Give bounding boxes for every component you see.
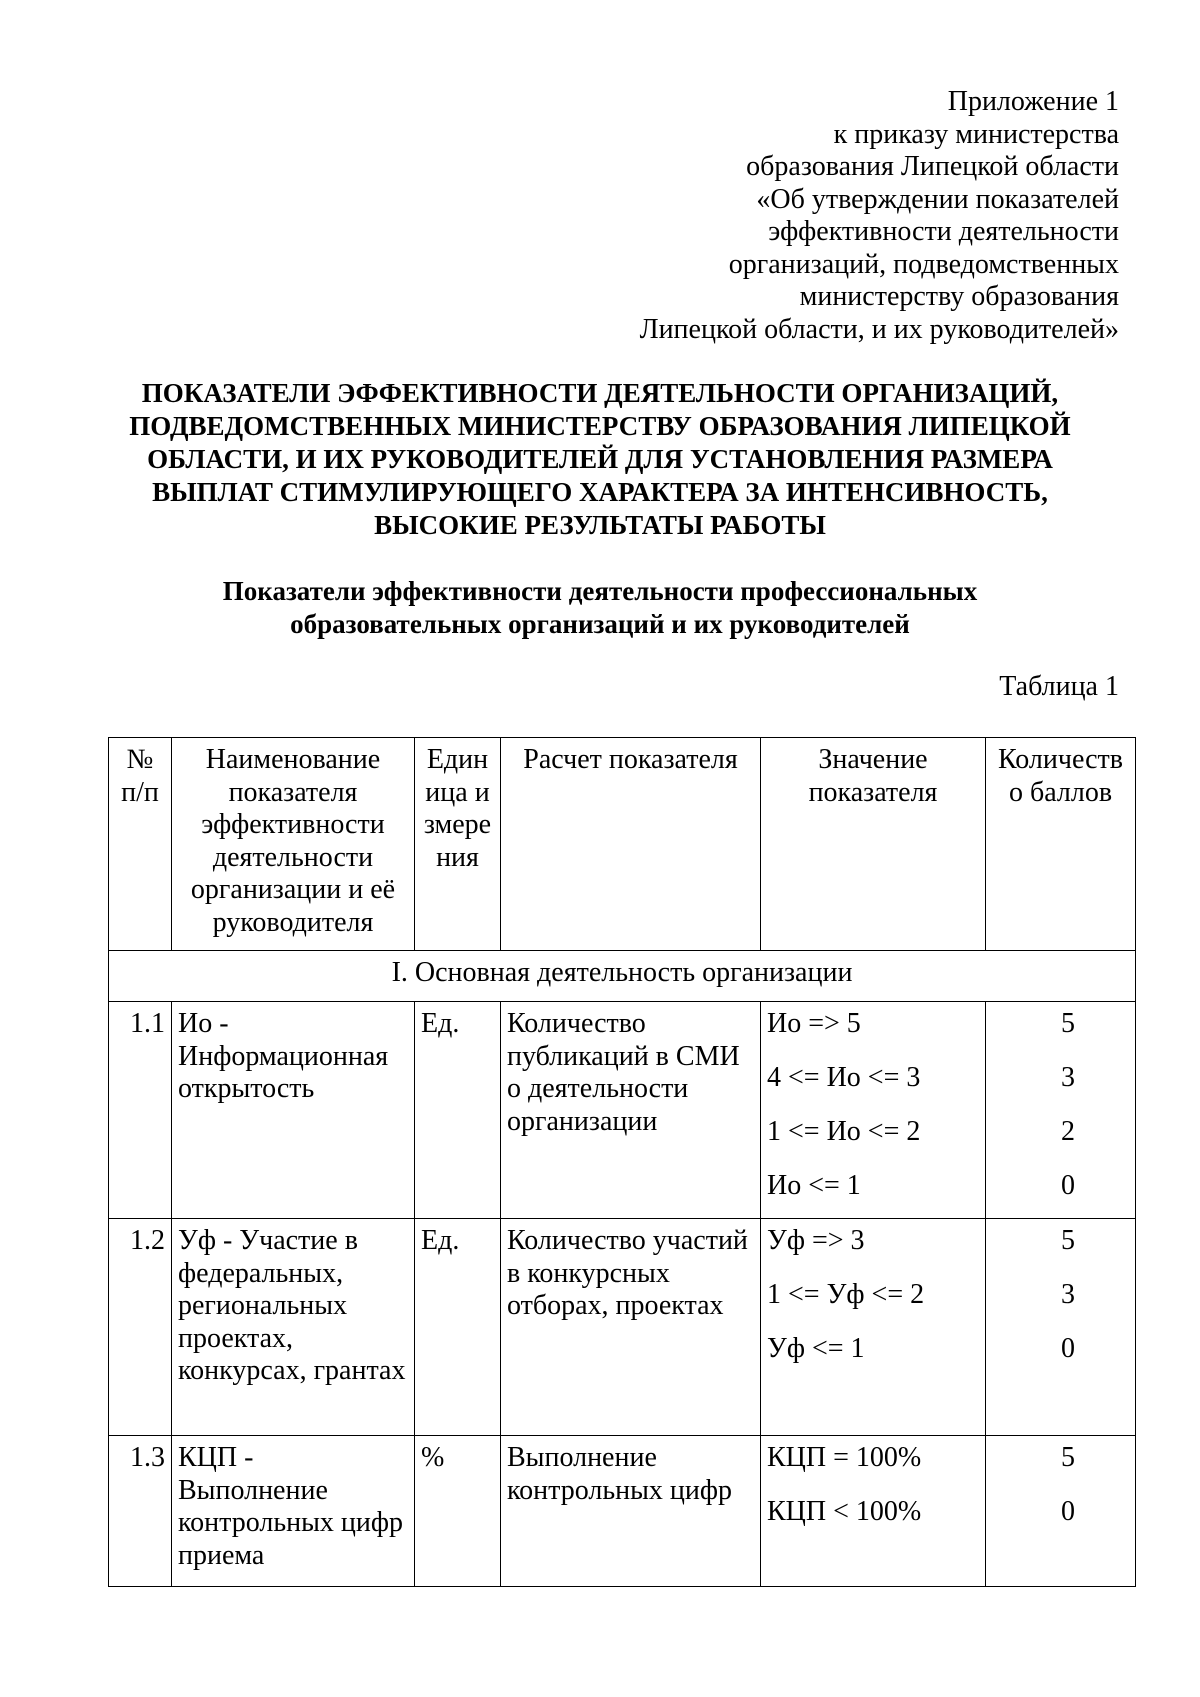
title-line: ОБЛАСТИ, И ИХ РУКОВОДИТЕЛЕЙ ДЛЯ УСТАНОВЛЕНИЯ РАЗМЕРА (147, 444, 1053, 474)
table-header-row (109, 738, 1136, 951)
row-calc: Выполнение контрольных цифр (501, 1436, 761, 1587)
points-line: 3 (1061, 1062, 1075, 1093)
header-points: Количество баллов (986, 738, 1136, 951)
value-line: Уф => 3 (767, 1225, 865, 1256)
points-line: 5 (1061, 1008, 1075, 1039)
subtitle-line: Показатели эффективности деятельности профессиональных (222, 576, 978, 606)
value-line: Ио => 5 (767, 1008, 861, 1039)
value-line: Ио <= 1 (767, 1170, 861, 1201)
row-calc: Количество публикаций в СМИ о деятельности организации (501, 1002, 761, 1219)
row-unit: % (415, 1436, 501, 1587)
title-line: ПОКАЗАТЕЛИ ЭФФЕКТИВНОСТИ ДЕЯТЕЛЬНОСТИ ОРГАНИЗАЦИЙ, (141, 378, 1059, 408)
row-values (761, 1436, 986, 1587)
header-calc: Расчет показателя (501, 738, 761, 951)
section-title: I. Основная деятельность организации (109, 951, 1136, 1002)
value-line: Уф <= 1 (767, 1333, 865, 1364)
row-number: 1.1 (109, 1002, 172, 1219)
document-title (100, 377, 1100, 542)
appendix-line: эффективности деятельности (768, 216, 1119, 247)
row-calc: Количество участий в конкурсных отборах, проектах (501, 1219, 761, 1436)
row-points (986, 1002, 1136, 1219)
header-num: № п/п (109, 738, 172, 951)
row-points (986, 1219, 1136, 1436)
appendix-line: «Об утверждении показателей (756, 183, 1119, 215)
points-line: 0 (1061, 1170, 1075, 1201)
row-unit: Ед. (415, 1002, 501, 1219)
row-name: Ио - Информационная открытость (172, 1002, 415, 1219)
appendix-block (419, 86, 1119, 346)
row-name: Уф - Участие в федеральных, региональных проектах, конкурсах, грантах (172, 1219, 415, 1436)
row-number: 1.2 (109, 1219, 172, 1436)
title-line: ПОДВЕДОМСТВЕННЫХ МИНИСТЕРСТВУ ОБРАЗОВАНИЯ ЛИПЕЦКОЙ (129, 411, 1071, 441)
points-line: 3 (1061, 1279, 1075, 1310)
title-line: ВЫСОКИЕ РЕЗУЛЬТАТЫ РАБОТЫ (374, 510, 826, 540)
points-line: 5 (1061, 1442, 1075, 1473)
appendix-line: Приложение 1 (947, 86, 1119, 117)
table-row (109, 1002, 1136, 1219)
points-line: 0 (1061, 1496, 1075, 1527)
table-row (109, 1436, 1136, 1587)
value-line: КЦП = 100% (767, 1442, 922, 1473)
row-points (986, 1436, 1136, 1587)
row-unit: Ед. (415, 1219, 501, 1436)
header-value: Значение показателя (761, 738, 986, 951)
value-line: КЦП < 100% (767, 1496, 922, 1527)
subtitle-line: образовательных организаций и их руководителей (290, 609, 910, 639)
points-line: 5 (1061, 1225, 1075, 1256)
points-line: 2 (1061, 1116, 1075, 1147)
points-line: 0 (1061, 1333, 1075, 1364)
section-row (109, 951, 1136, 1002)
row-values (761, 1002, 986, 1219)
row-number: 1.3 (109, 1436, 172, 1587)
appendix-line: к приказу министерства (833, 118, 1119, 150)
header-name: Наименование показателя эффективности деятельности организации и её руководителя (172, 738, 415, 951)
appendix-line: организаций, подведомственных (728, 248, 1119, 280)
value-line: 1 <= Уф <= 2 (767, 1279, 925, 1310)
appendix-line: министерству образования (799, 281, 1119, 312)
title-line: ВЫПЛАТ СТИМУЛИРУЮЩЕГО ХАРАКТЕРА ЗА ИНТЕНСИВНОСТЬ, (152, 477, 1048, 507)
table-row (109, 1219, 1136, 1436)
row-name: КЦП - Выполнение контрольных цифр приема (172, 1436, 415, 1587)
row-values (761, 1219, 986, 1436)
header-unit: Единица измерения (415, 738, 501, 951)
table-label: Таблица 1 (999, 671, 1119, 702)
indicators-table (108, 737, 1136, 1587)
value-line: 4 <= Ио <= 3 (767, 1062, 921, 1093)
value-line: 1 <= Ио <= 2 (767, 1116, 921, 1147)
appendix-line: образования Липецкой области (746, 151, 1119, 182)
appendix-line: Липецкой области, и их руководителей» (639, 313, 1119, 345)
document-subtitle (100, 575, 1100, 641)
